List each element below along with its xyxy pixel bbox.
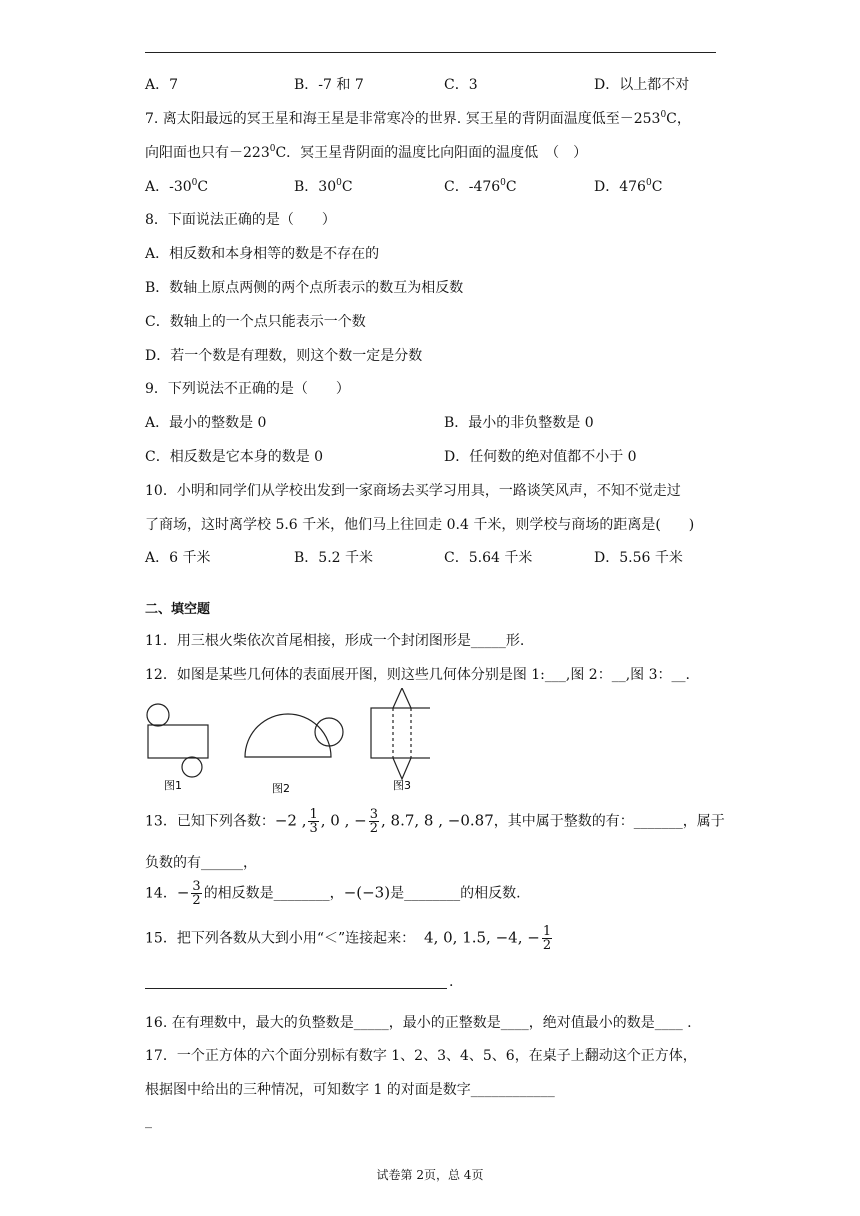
page-footer: 试卷第 2页，总 4页	[376, 1168, 484, 1182]
q9-option-c: C．相反数是它本身的数是 0	[145, 449, 324, 465]
q7-stem-line1: 7. 离太阳最远的冥王星和海王星是非常寒冷的世界. 冥王星的背阴面温度低至$-253^0C$，	[145, 110, 691, 127]
q10-option-c: C．5.64 千米	[444, 550, 533, 566]
q13-stem-line1: 13．已知下列各数：−2 , $\frac{1}{3}$ , 0 , − $\frac{3}{2}$ , 8.7, 8 , −0.87，其中属于整数的有：_______，属于	[145, 807, 725, 836]
header-rule	[145, 52, 716, 53]
q7-option-d: D．$476^0C$	[594, 178, 663, 195]
q12-stem: 12．如图是某些几何体的表面展开图，则这些几何体分别是图 1:___,图 2：__,图 3：__.	[145, 667, 690, 683]
fig1-rectangle	[148, 725, 208, 758]
fig1-label: 图1	[164, 779, 182, 792]
q9-option-d: D．任何数的绝对值都不小于 0	[444, 449, 637, 465]
q7-option-a: A．$-30^0C$	[145, 178, 209, 195]
fig3-rectangle	[371, 708, 430, 758]
fig1-bottom-circle	[182, 757, 202, 777]
q12-figure	[140, 688, 430, 798]
q13-stem-line2: 负数的有______，	[145, 855, 257, 871]
q9-option-b: B．最小的非负整数是 0	[444, 415, 594, 431]
q6-option-c: C．3	[444, 77, 478, 93]
q8-option-b: B．数轴上原点两侧的两个点所表示的数互为相反数	[145, 280, 464, 296]
q10-stem-line2: 了商场，这时离学校 5.6 千米，他们马上往回走 0.4 千米，则学校与商场的距离是( )	[145, 517, 695, 533]
q10-option-d: D．5.56 千米	[594, 550, 683, 566]
fraction-one-third: $\frac{1}{3}$	[309, 807, 318, 836]
fig3-top-triangle	[393, 688, 411, 708]
q8-option-a: A．相反数和本身相等的数是不存在的	[145, 246, 380, 262]
q10-stem-line1: 10．小明和同学们从学校出发到一家商场去买学习用具，一路谈笑风声，不知不觉走过	[145, 483, 681, 499]
q8-option-c: C．数轴上的一个点只能表示一个数	[145, 314, 366, 330]
q14-stem: 14．− $\frac{3}{2}$ 的相反数是________，−(−3)是________的相反数.	[145, 879, 521, 908]
fig2-label: 图2	[272, 782, 290, 795]
q10-option-b: B．5.2 千米	[294, 550, 374, 566]
fraction-three-halves: $\frac{3}{2}$	[369, 807, 378, 836]
q6-option-b: B．-7 和 7	[294, 77, 364, 93]
fig3-label: 图3	[393, 779, 411, 792]
q9-stem: 9．下列说法不正确的是（ ）	[145, 381, 350, 397]
q15-period: .	[449, 974, 454, 990]
fig3-bottom-triangle	[393, 758, 411, 779]
q7-option-c: C．$-476^0C$	[444, 178, 517, 195]
q15-answer-line	[145, 988, 447, 989]
q10-option-a: A．6 千米	[145, 550, 211, 566]
q16-stem: 16. 在有理数中，最大的负整数是_____，最小的正整数是____，绝对值最小的数是____ .	[145, 1015, 692, 1031]
q6-option-a: A．7	[145, 77, 179, 93]
q8-stem: 8．下面说法正确的是（ ）	[145, 212, 336, 228]
q11-stem: 11．用三根火柴依次首尾相接，形成一个封闭图形是_____形.	[145, 633, 525, 649]
q8-option-d: D．若一个数是有理数，则这个数一定是分数	[145, 348, 423, 364]
fig2-semicircle	[245, 714, 331, 757]
q17-stem-line3: _	[145, 1113, 152, 1129]
q17-stem-line2: 根据图中给出的三种情况，可知数字 1 的对面是数字____________	[145, 1082, 555, 1098]
fig1-top-circle	[147, 704, 169, 726]
section-heading: 二、填空题	[145, 602, 211, 617]
q6-option-d: D．以上都不对	[594, 77, 690, 93]
q7-stem-line2: 向阳面也只有$-223^0C$．冥王星背阴面的温度比向阳面的温度低 （ ）	[145, 144, 588, 161]
q7-option-b: B．$30^0C$	[294, 178, 353, 195]
q17-stem-line1: 17．一个正方体的六个面分别标有数字 1、2、3、4、5、6，在桌子上翻动这个正方体，	[145, 1048, 697, 1064]
q15-stem: 15．把下列各数从大到小用“＜”连接起来： 4, 0, 1.5, −4, − $\frac{1}{2}$	[145, 924, 552, 953]
q9-option-a: A．最小的整数是 0	[145, 415, 267, 431]
